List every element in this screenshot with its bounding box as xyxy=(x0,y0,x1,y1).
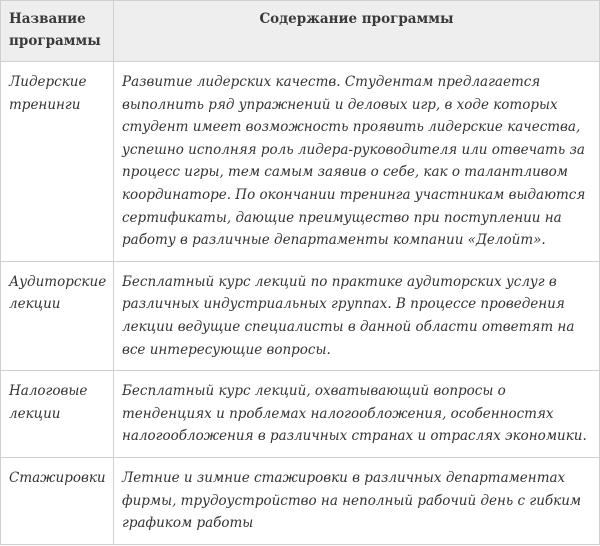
program-name-cell: Аудиторские лекции xyxy=(1,261,114,370)
header-row xyxy=(1,1,600,62)
program-content-cell: Развитие лидерских качеств. Студентам предлагается выполнить ряд упражнений и деловых игр, в ходе которых студент имеет возможность проявить лидерские качества, успешно исполняя роль лидера-руководителя или отвечать за процесс игры, тем самым заявив о себе, как о талантливом координаторе. По окончании тренинга участникам выдаются сертификаты, дающие преимущество при поступлении на работу в различные департаменты компании «Делойт». xyxy=(114,62,600,262)
table-row xyxy=(1,371,600,458)
header-program-name: Название программы xyxy=(1,1,114,62)
program-name-cell: Налоговые лекции xyxy=(1,371,114,458)
program-name-cell: Стажировки xyxy=(1,457,114,544)
program-content-cell: Бесплатный курс лекций, охватывающий вопросы о тенденциях и проблемах налогообложения, особенностях налогообложения в различных странах и отраслях экономики. xyxy=(114,371,600,458)
program-content-cell: Бесплатный курс лекций по практике аудиторских услуг в различных индустриальных группах. В процессе проведения лекции ведущие специалисты в данной области ответят на все интересующие вопросы. xyxy=(114,261,600,370)
header-program-content: Содержание программы xyxy=(114,1,600,62)
table-row xyxy=(1,261,600,370)
table-row xyxy=(1,457,600,544)
program-name-cell: Лидерские тренинги xyxy=(1,62,114,262)
table-row xyxy=(1,62,600,262)
program-content-cell: Летние и зимние стажировки в различных департаментах фирмы, трудоустройство на неполный рабочий день с гибким графиком работы xyxy=(114,457,600,544)
